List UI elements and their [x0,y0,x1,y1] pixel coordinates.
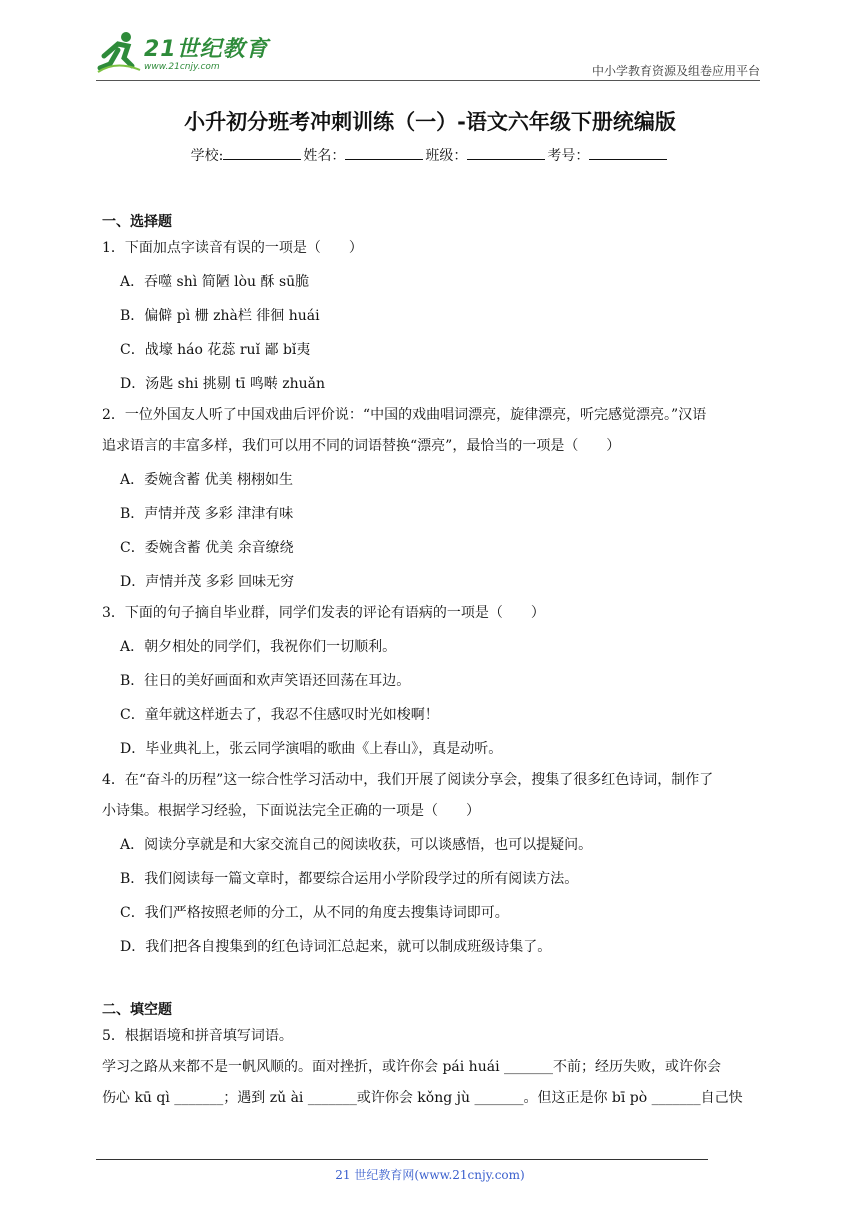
fill-line: 伤心 kū qì _______；遇到 zǔ ài _______或许你会 kǒng jù _______。但这正是你 bī pò _______自己快 [102,1090,743,1106]
question-stem: 2．一位外国友人听了中国戏曲后评价说：“中国的戏曲唱词漂亮，旋律漂亮，听完感觉漂亮。”汉语 [102,407,707,423]
question-stem: 3．下面的句子摘自毕业群，同学们发表的评论有语病的一项是（ ） [102,605,545,621]
page-header [96,30,760,82]
question-stem: 5．根据语境和拼音填写词语。 [102,1028,293,1044]
school-field[interactable] [223,146,301,160]
option[interactable]: C．战壕 háo 花蕊 ruǐ 鄙 bǐ夷 [120,342,311,358]
option[interactable]: B．声情并茂 多彩 津津有味 [120,506,294,522]
question-stem: 1．下面加点字读音有误的一项是（ ） [102,240,363,256]
school-label: 学校: [190,148,224,164]
header-divider [96,80,760,81]
footer-link[interactable]: 21 世纪教育网(www.21cnjy.com) [335,1168,525,1182]
class-field[interactable] [467,146,545,160]
question-stem: 4．在“奋斗的历程”这一综合性学习活动中，我们开展了阅读分享会，搜集了很多红色诗词，制作了 [102,772,714,788]
exam-content [102,210,762,1115]
logo [96,30,286,76]
question-stem-cont: 追求语言的丰富多样，我们可以用不同的词语替换“漂亮”，最恰当的一项是（ ） [102,438,621,454]
number-label: 考号： [547,148,590,164]
name-label: 姓名： [303,148,346,164]
footer-divider [96,1159,708,1160]
section-gap [102,964,762,998]
option[interactable]: A．委婉含蓄 优美 栩栩如生 [120,472,294,488]
student-info [0,145,860,165]
name-field[interactable] [345,146,423,160]
option[interactable]: D．汤匙 shi 挑剔 tī 鸣啭 zhuǎn [120,376,326,392]
option[interactable]: C．委婉含蓄 优美 余音缭绕 [120,540,294,556]
logo-text: 21世纪教育 [144,37,269,62]
section-heading: 一、选择题 [102,214,172,230]
class-label: 班级： [425,148,468,164]
page-title: 小升初分班考冲刺训练（一）-语文六年级下册统编版 [184,110,676,134]
option[interactable]: D．我们把各自搜集到的红色诗词汇总起来，就可以制成班级诗集了。 [120,939,552,955]
question-stem-cont: 小诗集。根据学习经验，下面说法完全正确的一项是（ ） [102,803,480,819]
option[interactable]: A．朝夕相处的同学们，我祝你们一切顺利。 [120,639,397,655]
option[interactable]: C．童年就这样逝去了，我忍不住感叹时光如梭啊！ [120,707,439,723]
option[interactable]: C．我们严格按照老师的分工，从不同的角度去搜集诗词即可。 [120,905,509,921]
fill-line: 学习之路从来都不是一帆风顺的。面对挫折，或许你会 pái huái _______不前；经历失败，或许你会 [102,1059,721,1075]
logo-url: www.21cnjy.com [144,62,220,72]
option[interactable]: B．往日的美好画面和欢声笑语还回荡在耳边。 [120,673,411,689]
runner-logo-icon [96,30,142,74]
option[interactable]: A．吞噬 shì 简陋 lòu 酥 sū脆 [120,274,310,290]
number-field[interactable] [589,146,667,160]
option[interactable]: B．偏僻 pì 栅 zhà栏 徘徊 huái [120,308,320,324]
option[interactable]: D．声情并茂 多彩 回味无穷 [120,574,295,590]
section-heading: 二、填空题 [102,1002,172,1018]
option[interactable]: A．阅读分享就是和大家交流自己的阅读收获，可以谈感悟，也可以提疑问。 [120,837,593,853]
option[interactable]: D．毕业典礼上，张云同学演唱的歌曲《上春山》，真是动听。 [120,741,503,757]
option[interactable]: B．我们阅读每一篇文章时，都要综合运用小学阶段学过的所有阅读方法。 [120,871,579,887]
platform-name: 中小学教育资源及组卷应用平台 [591,64,760,78]
